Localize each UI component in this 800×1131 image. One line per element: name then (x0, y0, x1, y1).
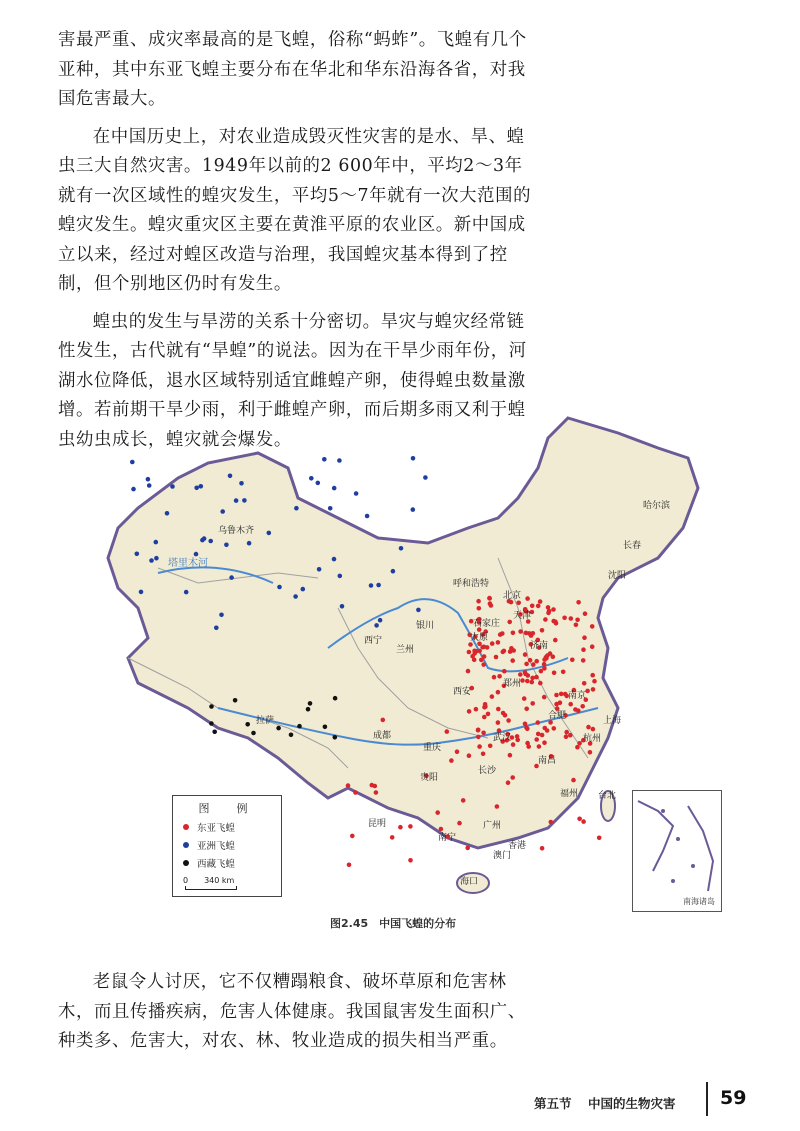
locust-dot (251, 731, 256, 736)
city-label: 昆明 (368, 819, 387, 829)
paragraph: 老鼠令人讨厌，它不仅糟蹋粮食、破坏草原和危害林木，而且传播疾病，危害人体健康。我国鼠害发生面积广、种类多、危害大，对农、林、牧业造成的损失相当严重。 (58, 972, 526, 1051)
city-label: 香港 (508, 841, 527, 851)
text-block-bottom (58, 968, 536, 1057)
locust-dot (228, 474, 233, 479)
city-label: 成都 (373, 731, 392, 741)
locust-dot (561, 670, 566, 675)
inset-map (633, 791, 721, 911)
locust-dot (502, 669, 507, 674)
locust-dot (472, 649, 477, 654)
locust-dot (297, 724, 302, 729)
locust-dot (135, 552, 140, 557)
locust-dot (353, 790, 358, 795)
locust-dot (554, 621, 559, 626)
locust-dot (525, 679, 530, 684)
locust-dot (522, 696, 527, 701)
locust-dot (131, 487, 136, 492)
locust-dot (581, 647, 586, 652)
legend-item (183, 838, 281, 852)
locust-dot (525, 596, 530, 601)
locust-dot (581, 658, 586, 663)
locust-dot (470, 654, 475, 659)
locust-dot (562, 616, 567, 621)
scale-label: 0 340 km (183, 876, 235, 885)
locust-dot (411, 507, 416, 512)
locust-dot (208, 539, 213, 544)
city-label: 合肥 (548, 711, 567, 721)
locust-dot (546, 605, 551, 610)
city-label: 呼和浩特 (453, 579, 490, 589)
locust-dot (492, 675, 497, 680)
locust-dot (194, 486, 199, 491)
locust-dot (467, 753, 472, 758)
locust-dot (481, 752, 486, 757)
city-label: 兰州 (396, 645, 415, 655)
locust-dot (569, 616, 574, 621)
locust-dot (511, 742, 516, 747)
locust-dot (369, 583, 374, 588)
city-label: 武汉 (493, 733, 512, 743)
locust-dot (461, 798, 466, 803)
locust-dot (534, 659, 539, 664)
locust-dot (580, 704, 585, 709)
locust-dot (154, 540, 159, 545)
locust-dot (588, 750, 593, 755)
city-label: 银川 (416, 621, 435, 631)
locust-dot (582, 681, 587, 686)
locust-dot (510, 658, 515, 663)
locust-dot (398, 825, 403, 830)
locust-dot (233, 698, 238, 703)
city-label: 沈阳 (608, 571, 627, 581)
locust-dot (234, 498, 239, 503)
locust-dot (515, 734, 520, 739)
locust-dot (338, 574, 343, 579)
city-label: 上海 (603, 716, 622, 726)
locust-dot (554, 702, 559, 707)
locust-dot (381, 718, 386, 723)
locust-dot (498, 632, 503, 637)
locust-dot (552, 671, 557, 676)
locust-dot (399, 546, 404, 551)
locust-dot (524, 707, 529, 712)
locust-dot (526, 673, 531, 678)
locust-dot (571, 778, 576, 783)
page-number: 59 (720, 1087, 747, 1109)
locust-dot (568, 733, 573, 738)
locust-dot (476, 735, 481, 740)
locust-dot (496, 720, 501, 725)
locust-dot (540, 733, 545, 738)
locust-dot (591, 727, 596, 732)
locust-dot (293, 594, 298, 599)
city-label: 石家庄 (473, 619, 501, 629)
locust-dot (542, 740, 547, 745)
city-label: 广州 (483, 821, 502, 831)
city-label: 西宁 (364, 636, 383, 646)
locust-dot (267, 531, 272, 536)
locust-dot (408, 858, 413, 863)
legend-dot-icon (183, 860, 189, 866)
locust-dot (245, 722, 250, 727)
locust-dot (466, 669, 471, 674)
text-block-top (58, 26, 536, 455)
locust-dot (537, 744, 542, 749)
legend-item (183, 820, 281, 834)
locust-dot (576, 600, 581, 605)
city-label: 北京 (503, 591, 522, 601)
locust-dot (536, 732, 541, 737)
locust-dot (317, 567, 322, 572)
locust-dot (322, 457, 327, 462)
locust-dot (518, 629, 523, 634)
locust-dot (340, 604, 345, 609)
locust-dot (477, 649, 482, 654)
locust-dot (554, 693, 559, 698)
inset-label: 南海诸岛 (683, 897, 715, 906)
footer-title: 中国的生物灾害 (588, 1096, 676, 1111)
locust-dot (497, 674, 502, 679)
river-label: 塔里木河 (168, 558, 208, 569)
legend-label: 亚洲飞蝗 (197, 841, 236, 852)
city-label: 福州 (560, 789, 579, 799)
locust-dot (408, 824, 413, 829)
locust-dot (435, 810, 440, 815)
locust-dot (559, 692, 564, 697)
locust-dot (165, 511, 170, 516)
locust-dot (507, 620, 512, 625)
city-label: 郑州 (503, 679, 522, 689)
locust-dot (586, 725, 591, 730)
locust-dot (510, 775, 515, 780)
city-label: 台北 (598, 791, 617, 801)
china-outline (108, 418, 698, 848)
locust-dot (486, 712, 491, 717)
locust-dot (229, 575, 234, 580)
locust-dot (391, 569, 396, 574)
locust-dot (333, 735, 338, 740)
locust-dot (481, 662, 486, 667)
city-label: 西安 (453, 687, 472, 697)
locust-dot (224, 543, 229, 548)
locust-dot (534, 675, 539, 680)
legend-dot-icon (183, 842, 189, 848)
locust-dot (542, 695, 547, 700)
locust-dot (542, 662, 547, 667)
locust-dot (467, 709, 472, 714)
locust-dot (518, 672, 523, 677)
locust-dot (184, 590, 189, 595)
locust-dot (574, 623, 579, 628)
locust-dot (332, 557, 337, 562)
locust-dot (455, 749, 460, 754)
locust-dot (482, 715, 487, 720)
south-china-sea-inset (632, 790, 722, 912)
city-label: 拉萨 (256, 716, 275, 726)
locust-dot (496, 707, 501, 712)
locust-dot (476, 599, 481, 604)
city-label: 长沙 (478, 766, 497, 776)
locust-dot (200, 538, 205, 543)
locust-dot (490, 641, 495, 646)
locust-dot (502, 649, 507, 654)
locust-dot (480, 645, 485, 650)
locust-dot (495, 804, 500, 809)
locust-dot (528, 658, 533, 663)
locust-dot (354, 491, 359, 496)
locust-dot (523, 652, 528, 657)
locust-dot (220, 509, 225, 514)
footer-divider (706, 1082, 708, 1116)
locust-dot (301, 587, 306, 592)
locust-dot (529, 633, 534, 638)
paragraph: 蝗虫的发生与旱涝的关系十分密切。旱灾与蝗灾经常链性发生，古代就有“旱蝗”的说法。因为在干旱少雨年份，河湖水位降低，退水区域特别适宜雌蝗产卵，使得蝗虫数量激增。若前期干旱少雨，利于雌蝗产卵，而后期多雨又利于蝗虫幼虫成长，蝗灾就会爆发。 (58, 311, 527, 450)
locust-dot (149, 558, 154, 563)
paragraph: 在中国历史上，对农业造成毁灭性灾害的是水、旱、蝗虫三大自然灾害。1949年以前的2 600年中，平均2～3年就有一次区域性的蝗灾发生，平均5～7年就有一次大范围的蝗灾发生。蝗灾重灾区主要在黄淮平原的农业区。新中国成立以来，经过对蝗区改造与治理，我国蝗灾基本得到了控制，但个别地区仍时有发生。 (58, 126, 532, 294)
locust-dot (542, 666, 547, 671)
city-label: 太原 (470, 633, 489, 643)
locust-dot (568, 702, 573, 707)
locust-dot (591, 687, 596, 692)
locust-dot (501, 711, 506, 716)
locust-dot (576, 708, 581, 713)
locust-dot (526, 744, 531, 749)
locust-dot (308, 701, 313, 706)
city-label: 天津 (513, 611, 532, 621)
locust-dot (494, 655, 499, 660)
locust-dot (346, 783, 351, 788)
locust-dot (592, 679, 597, 684)
locust-dot (306, 707, 311, 712)
locust-dot (590, 624, 595, 629)
locust-dot (294, 506, 299, 511)
locust-dot (378, 618, 383, 623)
locust-dot (553, 638, 558, 643)
locust-dot (479, 658, 484, 663)
locust-dot (374, 790, 379, 795)
locust-dot (536, 720, 541, 725)
figure-caption: 图2.45 中国飞蝗的分布 (330, 917, 457, 930)
locust-dot (445, 729, 450, 734)
locust-dot (583, 611, 588, 616)
city-label: 哈尔滨 (643, 501, 671, 511)
locust-dot (309, 476, 314, 481)
locust-dot (577, 741, 582, 746)
locust-dot (530, 676, 535, 681)
locust-dot (439, 827, 444, 832)
locust-dot (564, 734, 569, 739)
locust-dot (597, 836, 602, 841)
locust-dot (530, 604, 535, 609)
locust-dot (511, 631, 516, 636)
locust-dot (146, 477, 151, 482)
locust-dot (347, 863, 352, 868)
locust-dot (130, 460, 135, 465)
locust-dot (449, 758, 454, 763)
city-label: 重庆 (423, 743, 442, 753)
locust-dot (577, 817, 582, 822)
locust-dot (477, 744, 482, 749)
locust-dot (546, 611, 551, 616)
footer-section: 第五节 (534, 1096, 572, 1111)
locust-dot (534, 737, 539, 742)
legend-label: 东亚飞蝗 (197, 823, 236, 834)
locust-dot (538, 681, 543, 686)
locust-dot (545, 728, 550, 733)
city-label: 济南 (530, 641, 549, 651)
locust-dot (289, 733, 294, 738)
locust-dot (323, 725, 328, 730)
locust-dot (247, 541, 252, 546)
locust-dot (370, 783, 375, 788)
legend-label: 西藏飞蝗 (197, 859, 236, 870)
locust-dot (488, 601, 493, 606)
locust-dot (540, 628, 545, 633)
legend-title: 图 例 (198, 802, 256, 815)
locust-dot (350, 834, 355, 839)
city-label: 贵阳 (420, 773, 439, 783)
locust-dot (551, 607, 556, 612)
locust-dot (530, 701, 535, 706)
locust-dot (416, 608, 421, 613)
locust-dot (411, 456, 416, 461)
locust-dot (564, 730, 569, 735)
locust-dot (581, 819, 586, 824)
locust-dot (337, 458, 342, 463)
city-label: 南京 (568, 691, 587, 701)
locust-dot (543, 617, 548, 622)
locust-dot (199, 484, 204, 489)
locust-dot (552, 726, 557, 731)
locust-dot (563, 692, 568, 697)
paragraph: 害最严重、成灾率最高的是飞蝗，俗称“蚂蚱”。飞蝗有几个亚种，其中东亚飞蝗主要分布在华北和华东沿海各省，对我国危害最大。 (58, 30, 527, 109)
city-label: 澳门 (493, 851, 512, 861)
locust-dot (490, 694, 495, 699)
locust-dot (147, 483, 152, 488)
legend-item (183, 856, 281, 870)
locust-dot (531, 662, 536, 667)
locust-dot (209, 721, 214, 726)
locust-dot (316, 481, 321, 486)
locust-dot (239, 481, 244, 486)
locust-dot (209, 704, 214, 709)
locust-dot (465, 846, 470, 851)
locust-dot (332, 486, 337, 491)
locust-dot (467, 650, 472, 655)
locust-dot (277, 585, 282, 590)
locust-dot (590, 644, 595, 649)
locust-dot (488, 744, 493, 749)
locust-dot (477, 606, 482, 611)
locust-dot (333, 696, 338, 701)
locust-dot (506, 718, 511, 723)
locust-dot (548, 651, 553, 656)
map-legend (172, 795, 282, 897)
city-label: 海口 (460, 877, 479, 887)
locust-dot (524, 662, 529, 667)
locust-dot (575, 618, 580, 623)
locust-dot (485, 645, 490, 650)
locust-dot (538, 599, 543, 604)
city-label: 杭州 (583, 734, 602, 744)
locust-dot (536, 604, 541, 609)
locust-dot (540, 846, 545, 851)
city-label: 南宁 (438, 833, 457, 843)
locust-dot (474, 707, 479, 712)
locust-dot (496, 690, 501, 695)
locust-dot (487, 596, 492, 601)
locust-dot (508, 753, 513, 758)
locust-dot (194, 552, 199, 557)
locust-dot (154, 556, 159, 561)
locust-dot (483, 702, 488, 707)
locust-dot (476, 728, 481, 733)
city-label: 乌鲁木齐 (218, 526, 255, 536)
locust-dot (328, 506, 333, 511)
locust-dot (582, 635, 587, 640)
locust-dot (549, 820, 554, 825)
locust-dot (570, 658, 575, 663)
legend-dot-icon (183, 824, 189, 830)
city-label: 南昌 (538, 756, 557, 766)
locust-dot (276, 726, 281, 731)
city-label: 长春 (623, 541, 642, 551)
locust-dot (423, 475, 428, 480)
locust-dot (214, 626, 219, 631)
locust-dot (376, 583, 381, 588)
locust-dot (365, 514, 370, 519)
scale-bar (185, 886, 237, 890)
locust-dot (212, 730, 217, 735)
locust-dot (390, 835, 395, 840)
locust-dot (530, 680, 535, 685)
locust-dot (590, 673, 595, 678)
locust-dot (219, 613, 224, 618)
locust-dot (516, 601, 521, 606)
locust-dot (374, 623, 379, 628)
locust-dot (524, 725, 529, 730)
locust-dot (170, 484, 175, 489)
locust-dot (506, 780, 511, 785)
locust-dot (496, 640, 501, 645)
locust-dot (481, 731, 486, 736)
locust-dot (139, 590, 144, 595)
locust-dot (509, 646, 514, 651)
locust-dot (457, 821, 462, 826)
locust-dot (242, 498, 247, 503)
locust-dot (575, 745, 580, 750)
